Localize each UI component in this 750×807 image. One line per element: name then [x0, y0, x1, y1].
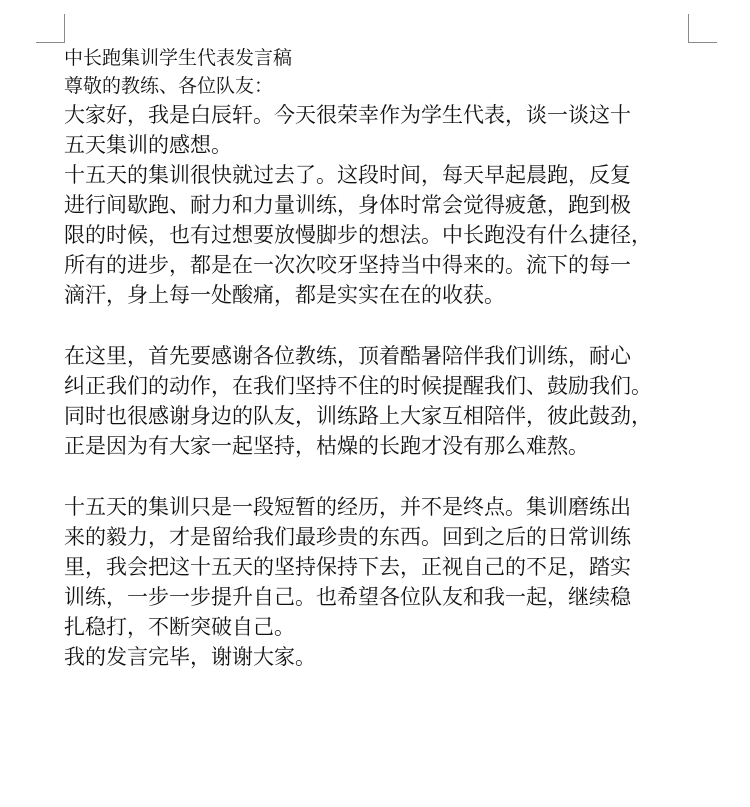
- document-title: 中长跑集训学生代表发言稿: [64, 47, 293, 69]
- text-line: 十五天的集训只是一段短暂的经历，并不是终点。集训磨练出: [64, 495, 631, 519]
- paragraph-gap: [64, 461, 704, 492]
- text-line: 十五天的集训很快就过去了。这段时间，每天早起晨跑，反复: [64, 163, 631, 187]
- text-line: 五天集训的感想。: [64, 133, 232, 157]
- paragraph-training: [64, 160, 704, 310]
- text-line: 扎稳打，不断突破自己。: [64, 615, 295, 639]
- text-line: 同时也很感谢身边的队友，训练路上大家互相陪伴，彼此鼓劲，: [64, 404, 652, 428]
- text-line: 训练，一步一步提升自己。也希望各位队友和我一起，继续稳: [64, 585, 631, 609]
- text-line: 所有的进步，都是在一次次咬牙坚持当中得来的。流下的每一: [64, 253, 631, 277]
- paragraph-future: [64, 492, 704, 642]
- document-body[interactable]: [64, 44, 704, 672]
- paragraph-thanks: [64, 341, 704, 461]
- text-line: 来的毅力，才是留给我们最珍贵的东西。回到之后的日常训练: [64, 525, 631, 549]
- paragraph-closing: [64, 642, 704, 672]
- text-line: 在这里，首先要感谢各位教练，顶着酷暑陪伴我们训练，耐心: [64, 344, 631, 368]
- margin-mark-top-left: [36, 14, 65, 43]
- paragraph-intro: [64, 100, 704, 160]
- text-line: 里，我会把这十五天的坚持保持下去，正视自己的不足，踏实: [64, 555, 631, 579]
- text-line: 滴汗，身上每一处酸痛，都是实实在在的收获。: [64, 283, 505, 307]
- text-line: 正是因为有大家一起坚持，枯燥的长跑才没有那么难熬。: [64, 434, 589, 458]
- text-line: 进行间歇跑、耐力和力量训练，身体时常会觉得疲惫，跑到极: [64, 193, 631, 217]
- text-line: 纠正我们的动作，在我们坚持不住的时候提醒我们、鼓励我们。: [64, 374, 652, 398]
- paragraph-gap: [64, 310, 704, 341]
- margin-mark-top-right: [688, 14, 717, 43]
- text-line: 大家好，我是白辰轩。今天很荣幸作为学生代表，谈一谈这十: [64, 103, 631, 127]
- salutation: 尊敬的教练、各位队友：: [64, 75, 274, 97]
- text-line: 我的发言完毕，谢谢大家。: [64, 645, 316, 669]
- text-line: 限的时候，也有过想要放慢脚步的想法。中长跑没有什么捷径，: [64, 223, 652, 247]
